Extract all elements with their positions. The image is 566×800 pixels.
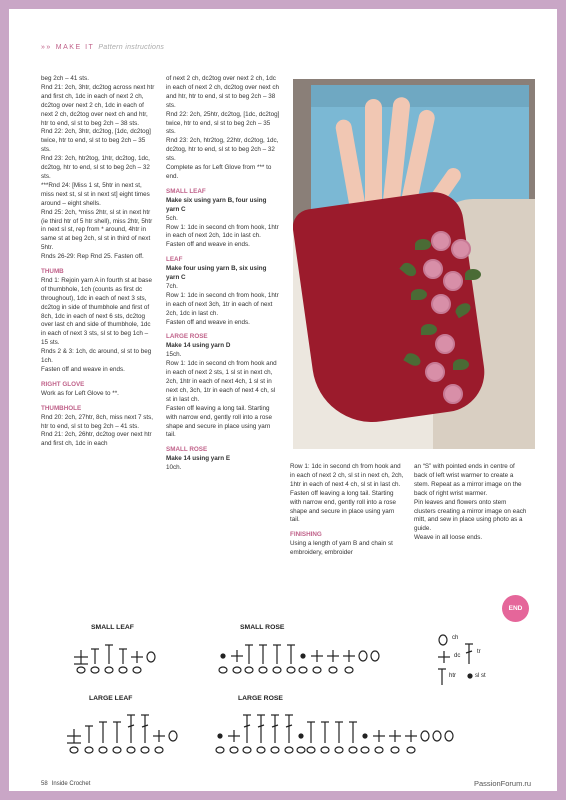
pattern-text: ***Rnd 24: [Miss 1 st, 5htr in next st, miss next st, sl st in next st] eight times around – eight shells. bbox=[41, 181, 150, 207]
magazine-name: Inside Crochet bbox=[51, 781, 91, 787]
pattern-text: of next 2 ch, dc2tog over next 2 ch, 1dc in each of next 2 ch, dc2tog over next ch and htr, htr to end, sl st to beg 2ch – 38 sts. bbox=[166, 75, 280, 109]
pattern-text: Fasten off and weave in ends. bbox=[166, 318, 250, 326]
pattern-text: Rnd 1: Rejoin yarn A in fourth st at base of thumbhole, 1ch (counts as first dc throughout), 1dc in each of next 3 sts, dc2tog in side of thumbhole and first of 8ch, 1dc in each of next 6 sts, dc2tog over last ch and side of thumbhole, 1dc in each of next 3 sts, sl st to beg 1ch – 15 sts. bbox=[41, 276, 152, 347]
pattern-text: Work as for Left Glove to **. bbox=[41, 389, 119, 397]
pattern-text: Rnds 26-29: Rep Rnd 25. Fasten off. bbox=[41, 253, 144, 261]
pattern-text: an “S” with pointed ends in centre of back of left wrist warmer to create a stem. Repeat as a mirror image on the back of right wrist warmer. bbox=[414, 463, 522, 497]
header-subtitle: Pattern instructions bbox=[98, 44, 165, 51]
sub-heading: Make six using yarn B, four using yarn C bbox=[166, 196, 267, 213]
section-heading: LEAF bbox=[166, 256, 183, 264]
pattern-text: 10ch. bbox=[166, 464, 182, 472]
page-number: 58 bbox=[41, 781, 48, 787]
pattern-text: Rnd 21: 2ch, 3htr, dc2tog across next htr and first ch, 1dc in each of next 2 ch, dc2tog over next 2 ch, 1dc in each of next 2 ch, dc2tog over next ch and htr, htr to end, sl st to beg 2ch – 38 sts. bbox=[41, 83, 155, 127]
pattern-text: Row 1: 1dc in second ch from hook and in each of next 2 sts, 1 sl st in next ch, 2ch, 1htr in each of next 4ch, 1 sl st in next ch, 3ch, 1tr in each of next 4 ch, sl st in last ch. bbox=[166, 360, 277, 403]
large-rose-chart-title: LARGE ROSE bbox=[238, 695, 283, 702]
pattern-text: Complete as for Left Glove from *** to end. bbox=[166, 164, 272, 180]
small-rose-chart bbox=[221, 645, 379, 664]
section-heading: THUMB bbox=[41, 268, 64, 276]
pattern-text: Rnd 22: 2ch, 3htr, dc2tog, [1dc, dc2tog] twice, htr to end, sl st to beg 2ch – 35 sts. bbox=[41, 128, 151, 154]
small-leaf-chart bbox=[74, 645, 155, 664]
large-leaf-chart-title: LARGE LEAF bbox=[89, 695, 133, 702]
pattern-text: Row 1: 1dc in second ch from hook, 1htr in each of next 2ch, 1dc in last ch. bbox=[166, 223, 279, 240]
pattern-text: Rnd 20: 2ch, 27htr, 8ch, miss next 7 sts, htr to end, sl st to beg 2ch – 41 sts. bbox=[41, 413, 154, 430]
pattern-text: Rnd 25: 2ch, *miss 2htr, sl st in next htr (ie third htr of 5 htr shell), miss 2htr, 5htr in next sl st, rep from * around, 4htr in same st at beg 2ch, sl st in third of next 5htr. bbox=[41, 208, 153, 252]
pattern-text: Rnds 2 & 3: 1ch, dc around, sl st to beg 1ch. bbox=[41, 348, 152, 365]
sub-heading: Make 14 using yarn E bbox=[166, 455, 231, 463]
key-htr-label: htr bbox=[449, 673, 457, 679]
pattern-text: Fasten off and weave in ends. bbox=[166, 241, 250, 249]
pattern-text: Row 1: 1dc in second ch from hook and in each of next 2 ch, sl st in next ch, 2ch, 1htr in each of next 4 ch, sl st in last ch. bbox=[290, 463, 404, 488]
sub-heading: Make 14 using yarn D bbox=[166, 342, 231, 350]
large-leaf-chart bbox=[67, 715, 177, 743]
section-heading: SMALL LEAF bbox=[166, 187, 206, 195]
section-heading: SMALL ROSE bbox=[166, 446, 208, 454]
pattern-text: Row 1: 1dc in second ch from hook, 1htr in each of next 3ch, 1tr in each of next 2ch, 1dc in last ch. bbox=[166, 291, 279, 317]
pattern-text: Weave in all loose ends. bbox=[414, 534, 483, 542]
section-heading: FINISHING bbox=[290, 531, 322, 539]
small-rose-chart-title: SMALL ROSE bbox=[240, 624, 285, 631]
pattern-text: Fasten off leaving a long tail. Starting with narrow end, gently roll into a rose shape and secure in place using yarn tail. bbox=[290, 489, 397, 524]
end-badge: END bbox=[502, 595, 529, 622]
key-dc-label: dc bbox=[454, 653, 461, 659]
small-leaf-chart-title: SMALL LEAF bbox=[91, 624, 134, 631]
pattern-text: Rnd 23: 2ch, htr2tog, 22htr, dc2tog, 1dc, dc2tog, htr to end, sl st to beg 2ch – 32 sts. bbox=[166, 137, 279, 163]
key-tr-label: tr bbox=[477, 649, 481, 655]
pattern-text: Rnd 23: 2ch, htr2tog, 1htr, dc2tog, 1dc, dc2tog, htr to end, sl st to beg 2ch – 32 sts. bbox=[41, 155, 150, 180]
section-heading: THUMBHOLE bbox=[41, 404, 82, 412]
pattern-text: Pin leaves and flowers onto stem clusters creating a mirror image on each mitt, and sew in place using photo as a guide. bbox=[414, 498, 527, 533]
sub-heading: Make four using yarn B, six using yarn C bbox=[166, 265, 267, 282]
header-title: MAKE IT bbox=[55, 44, 95, 51]
pattern-text: Rnd 22: 2ch, 25htr, dc2tog, [1dc, dc2tog] twice, htr to end, sl st to beg 2ch – 35 sts. bbox=[166, 110, 280, 136]
header-arrows-icon: »» bbox=[41, 44, 52, 51]
section-heading: RIGHT GLOVE bbox=[41, 380, 85, 388]
pattern-text: Using a length of yarn B and chain st embroidery, embroider bbox=[290, 540, 393, 557]
magazine-page bbox=[9, 9, 557, 791]
page-footer bbox=[41, 781, 90, 787]
pattern-text: 7ch. bbox=[166, 282, 178, 290]
chain-rows bbox=[70, 667, 415, 753]
pattern-text: Fasten off and weave in ends. bbox=[41, 366, 125, 373]
watermark: PassionForum.ru bbox=[474, 779, 532, 788]
key-ch-label: ch bbox=[452, 635, 459, 641]
pattern-text: beg 2ch – 41 sts. bbox=[41, 75, 89, 82]
section-heading: LARGE ROSE bbox=[166, 333, 208, 341]
pattern-text: Rnd 21: 2ch, 26htr, dc2tog over next htr and first ch, 1dc in each bbox=[41, 431, 152, 448]
pattern-text: 15ch. bbox=[166, 351, 182, 359]
large-rose-chart bbox=[218, 715, 453, 743]
key-slst-label: sl st bbox=[475, 673, 486, 679]
pattern-text: Fasten off leaving a long tail. Starting with narrow end, gently roll into a rose shape and secure in place using yarn tail. bbox=[166, 404, 273, 439]
pattern-text: 5ch. bbox=[166, 214, 178, 222]
